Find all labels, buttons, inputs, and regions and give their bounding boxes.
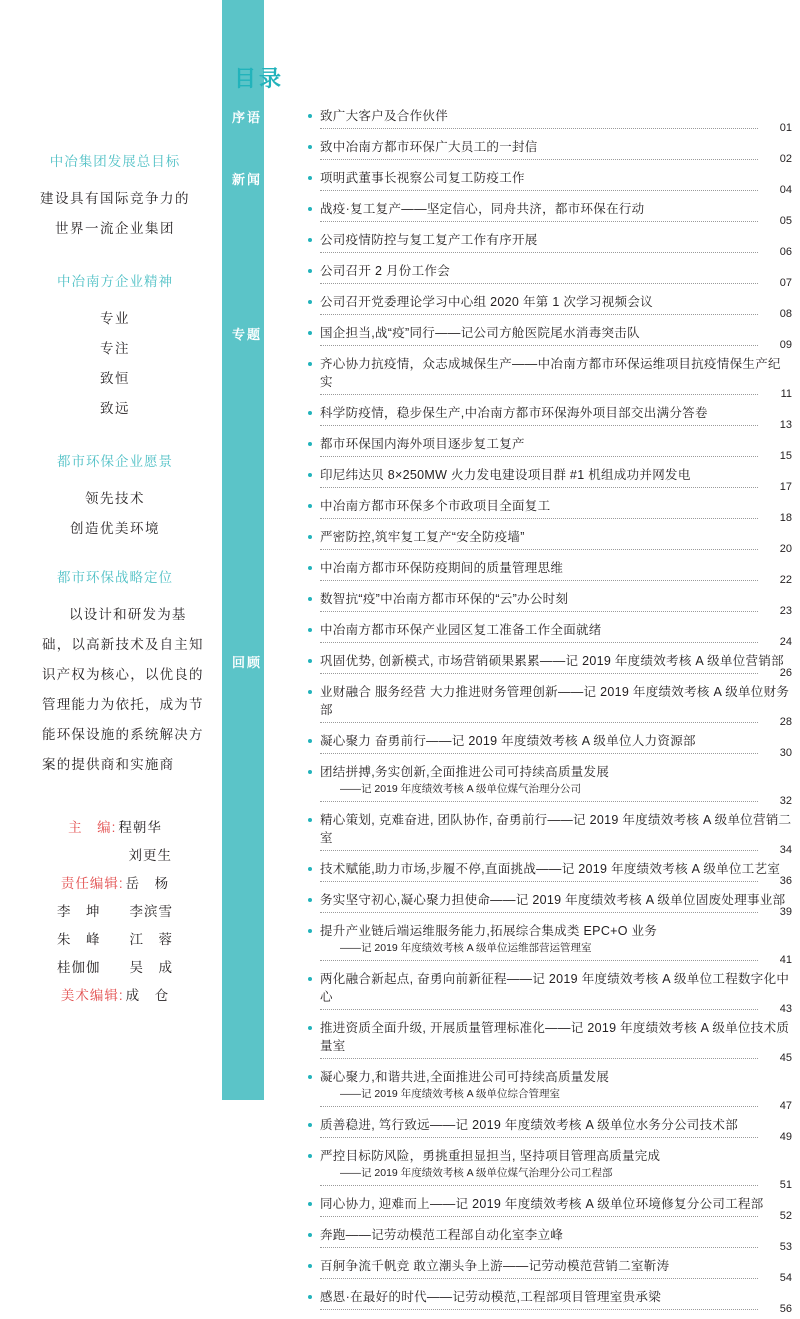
- toc-section-heading: 回顾: [232, 655, 263, 670]
- toc-page-number: 02: [779, 153, 792, 165]
- toc-entry[interactable]: [306, 355, 792, 402]
- bullet-dot-icon: [308, 442, 312, 446]
- leader-dots: [320, 642, 758, 643]
- toc-leader: [320, 1305, 792, 1317]
- vision-line: 创造优美环境: [70, 521, 160, 536]
- leader-dots: [320, 159, 758, 160]
- leader-dots: [320, 960, 758, 961]
- toc-entry[interactable]: [306, 1019, 792, 1066]
- bullet-dot-icon: [308, 1075, 312, 1079]
- toc-entry[interactable]: [306, 590, 792, 619]
- toc-entry-title: 两化融合新起点, 奋勇向前新征程——记 2019 年度绩效考核 A 级单位工程数字化中心: [320, 972, 790, 1004]
- toc-entry-title: 严密防控,筑牢复工复产“安全防疫墙”: [320, 530, 525, 544]
- bullet-dot-icon: [308, 504, 312, 508]
- credit-value: 李 坤 李滨雪: [57, 904, 173, 919]
- toc-leader: [320, 421, 792, 433]
- toc-entry-title: 致广大客户及合作伙伴: [320, 109, 449, 123]
- toc-leader: [320, 846, 792, 858]
- toc-section: [232, 169, 792, 322]
- toc-page-number: 15: [779, 450, 792, 462]
- toc-entry[interactable]: [306, 528, 792, 557]
- leader-dots: [320, 283, 758, 284]
- bullet-dot-icon: [308, 818, 312, 822]
- toc-page-number: 18: [779, 512, 792, 524]
- toc-entry[interactable]: [306, 1288, 792, 1317]
- toc-leader: [320, 186, 792, 198]
- leader-dots: [320, 252, 758, 253]
- toc-leader: [320, 545, 792, 557]
- bullet-dot-icon: [308, 690, 312, 694]
- toc-sections: [232, 107, 792, 1317]
- toc-entry[interactable]: [306, 860, 792, 889]
- toc-entry-title: 公司疫情防控与复工复产工作有序开展: [320, 233, 538, 247]
- leader-dots: [320, 221, 758, 222]
- toc-section-heading: 新闻: [232, 172, 263, 187]
- toc-leader: [320, 310, 792, 322]
- toc-entry-title: 业财融合 服务经营 大力推进财务管理创新——记 2019 年度绩效考核 A 级单位财务部: [320, 685, 790, 717]
- credit-value: 桂伽伽 吴 成: [57, 960, 173, 975]
- credit-value: 成 仓: [125, 988, 170, 1003]
- bullet-dot-icon: [308, 566, 312, 570]
- leader-dots: [320, 912, 758, 913]
- toc-page-number: 17: [779, 481, 792, 493]
- mission-block: [24, 150, 206, 244]
- credit-row: [24, 814, 206, 842]
- toc-entry-title: 推进资质全面升级, 开展质量管理标准化——记 2019 年度绩效考核 A 级单位技术质量室: [320, 1021, 790, 1053]
- toc-page-number: 06: [779, 246, 792, 258]
- toc-section-entries: [306, 107, 792, 167]
- toc-entry[interactable]: [306, 231, 792, 260]
- toc-page-number: 43: [779, 1003, 792, 1015]
- toc-entry[interactable]: [306, 621, 792, 650]
- toc-leader: [320, 638, 792, 650]
- toc-entry-title: 中冶南方都市环保防疫期间的质量管理思维: [320, 561, 564, 575]
- toc-entry[interactable]: [306, 1257, 792, 1286]
- toc-entry-title: 数智抗“疫”中冶南方都市环保的“云”办公时刻: [320, 592, 569, 606]
- toc-leader: [320, 1054, 792, 1066]
- toc-entry-title: 中冶南方都市环保产业园区复工准备工作全面就绪: [320, 623, 602, 637]
- toc-page-number: 01: [779, 122, 792, 134]
- toc-section-heading: 人物: [232, 1229, 263, 1244]
- toc-entry[interactable]: [306, 107, 792, 136]
- leader-dots: [320, 1009, 758, 1010]
- toc-entry-title: 齐心协力抗疫情，众志成城保生产——中冶南方都市环保运维项目抗疫情保生产纪实: [320, 357, 781, 389]
- toc-entry-title: 都市环保国内海外项目逐步复工复产: [320, 437, 525, 451]
- toc-leader: [320, 155, 792, 167]
- toc-page-number: 09: [779, 339, 792, 351]
- leader-dots: [320, 425, 758, 426]
- leader-dots: [320, 518, 758, 519]
- credit-value: 朱 峰 江 蓉: [57, 932, 173, 947]
- toc-entry[interactable]: [306, 1226, 792, 1255]
- leader-dots: [320, 1309, 758, 1310]
- toc-page-number: 47: [779, 1100, 792, 1112]
- toc-entry[interactable]: [306, 763, 792, 809]
- toc-entry[interactable]: [306, 891, 792, 920]
- toc-entry-title: 百舸争流千帆竞 敢立潮头争上游——记劳动模范营销二室靳涛: [320, 1259, 670, 1273]
- toc-section-entries: [306, 652, 792, 1224]
- bullet-dot-icon: [308, 1202, 312, 1206]
- toc-page-number: 13: [779, 419, 792, 431]
- mission-heading: 中冶集团发展总目标: [49, 154, 181, 169]
- toc-leader: [320, 514, 792, 526]
- toc-entry[interactable]: [306, 466, 792, 495]
- toc-entry-title: 印尼纬达贝 8×250MW 火力发电建设项目群 #1 机组成功并网发电: [320, 468, 691, 482]
- bullet-dot-icon: [308, 1123, 312, 1127]
- leader-dots: [320, 456, 758, 457]
- leader-dots: [320, 1106, 758, 1107]
- toc-entry-title: 质善稳进, 笃行致远——记 2019 年度绩效考核 A 级单位水务分公司技术部: [320, 1118, 738, 1132]
- leader-dots: [320, 1185, 758, 1186]
- bullet-dot-icon: [308, 977, 312, 981]
- toc-page-number: 56: [779, 1303, 792, 1315]
- bullet-dot-icon: [308, 597, 312, 601]
- toc-page-number: 28: [779, 716, 792, 728]
- leader-dots: [320, 1137, 758, 1138]
- toc-entry-title: 战疫·复工复产——坚定信心，同舟共济，都市环保在行动: [320, 202, 645, 216]
- bullet-dot-icon: [308, 1154, 312, 1158]
- toc-page-number: 11: [780, 388, 792, 400]
- mission-line: 世界一流企业集团: [55, 221, 175, 236]
- toc-leader: [320, 1181, 792, 1193]
- toc-entry[interactable]: [306, 324, 792, 353]
- table-of-contents: [232, 62, 792, 1319]
- toc-entry[interactable]: [306, 970, 792, 1017]
- toc-entry-title: 公司召开党委理论学习中心组 2020 年第 1 次学习视频会议: [320, 295, 653, 309]
- bullet-dot-icon: [308, 739, 312, 743]
- toc-entry-title: 精心策划, 克难奋进, 团队协作, 奋勇前行——记 2019 年度绩效考核 A 级单位营销二室: [320, 813, 792, 845]
- credit-row: [24, 842, 206, 870]
- toc-page-number: 32: [779, 795, 792, 807]
- toc-entry[interactable]: [306, 811, 792, 858]
- toc-leader: [320, 483, 792, 495]
- toc-page-number: 54: [779, 1272, 792, 1284]
- toc-entry-title: 凝心聚力 奋勇前行——记 2019 年度绩效考核 A 级单位人力资源部: [320, 734, 696, 748]
- toc-entry[interactable]: [306, 1068, 792, 1114]
- leader-dots: [320, 611, 758, 612]
- toc-leader: [320, 217, 792, 229]
- toc-leader: [320, 718, 792, 730]
- bullet-dot-icon: [308, 145, 312, 149]
- toc-page-number: 26: [779, 667, 792, 679]
- toc-page-number: 51: [779, 1179, 792, 1191]
- toc-entry-title: 团结拼搏,务实创新,全面推进公司可持续高质量发展: [320, 765, 610, 779]
- credit-value: 岳 杨: [125, 876, 170, 891]
- bullet-dot-icon: [308, 659, 312, 663]
- toc-section-entries: [306, 1226, 792, 1317]
- toc-page-number: 05: [779, 215, 792, 227]
- toc-leader: [320, 248, 792, 260]
- spirit-line: 致恒: [100, 371, 130, 386]
- credit-label: 美术编辑:: [60, 988, 124, 1003]
- toc-entry-subtitle: ——记 2019 年度绩效考核 A 级单位综合管理室: [340, 1088, 560, 1100]
- bullet-dot-icon: [308, 300, 312, 304]
- toc-page-number: 08: [779, 308, 792, 320]
- toc-page-number: 04: [779, 184, 792, 196]
- spirit-line: 致远: [100, 401, 130, 416]
- leader-dots: [320, 722, 758, 723]
- toc-leader: [320, 749, 792, 761]
- leader-dots: [320, 190, 758, 191]
- toc-page-number: 22: [779, 574, 792, 586]
- toc-page-number: 53: [779, 1241, 792, 1253]
- toc-leader: [320, 607, 792, 619]
- toc-entry-title: 技术赋能,助力市场,步履不停,直面挑战——记 2019 年度绩效考核 A 级单位工艺室: [320, 862, 781, 876]
- credit-row: [24, 982, 206, 1010]
- toc-leader: [320, 877, 792, 889]
- leader-dots: [320, 580, 758, 581]
- credit-row: [24, 870, 206, 898]
- bullet-dot-icon: [308, 929, 312, 933]
- spirit-line: 专业: [100, 311, 130, 326]
- leader-dots: [320, 1278, 758, 1279]
- leader-dots: [320, 394, 758, 395]
- toc-section: [232, 1226, 792, 1317]
- bullet-dot-icon: [308, 411, 312, 415]
- bullet-dot-icon: [308, 535, 312, 539]
- toc-entry-title: 务实坚守初心,凝心聚力担使命——记 2019 年度绩效考核 A 级单位固废处理事业部: [320, 893, 786, 907]
- bullet-dot-icon: [308, 770, 312, 774]
- toc-leader: [320, 797, 792, 809]
- toc-leader: [320, 390, 792, 402]
- toc-entry-title: 感恩·在最好的时代——记劳动模范,工程部项目管理室贵承梁: [320, 1290, 662, 1304]
- toc-entry[interactable]: [306, 169, 792, 198]
- spirit-heading: 中冶南方企业精神: [57, 274, 173, 289]
- mission-line: 建设具有国际竞争力的: [40, 191, 190, 206]
- toc-entry-title: 国企担当,战“疫”同行——记公司方舱医院尾水消毒突击队: [320, 326, 640, 340]
- toc-section-entries: [306, 169, 792, 322]
- bullet-dot-icon: [308, 269, 312, 273]
- toc-leader: [320, 956, 792, 968]
- toc-entry[interactable]: [306, 922, 792, 968]
- toc-section-heading: 专题: [232, 327, 263, 342]
- toc-page-number: 34: [779, 844, 792, 856]
- spirit-line: 专注: [100, 341, 130, 356]
- toc-entry[interactable]: [306, 1147, 792, 1193]
- leader-dots: [320, 128, 758, 129]
- strategy-block: [24, 566, 206, 780]
- toc-leader: [320, 124, 792, 136]
- credit-value: 程朝华: [118, 820, 162, 835]
- leader-dots: [320, 345, 758, 346]
- bullet-dot-icon: [308, 1233, 312, 1237]
- credit-label: 主 编:: [68, 820, 117, 835]
- toc-leader: [320, 1243, 792, 1255]
- leader-dots: [320, 881, 758, 882]
- toc-leader: [320, 1005, 792, 1017]
- vision-line: 领先技术: [85, 491, 145, 506]
- toc-page-number: 07: [779, 277, 792, 289]
- toc-leader: [320, 576, 792, 588]
- bullet-dot-icon: [308, 362, 312, 366]
- toc-entry-subtitle: ——记 2019 年度绩效考核 A 级单位运维部营运管理室: [340, 942, 592, 954]
- spirit-block: [24, 270, 206, 424]
- toc-entry[interactable]: [306, 138, 792, 167]
- toc-leader: [320, 341, 792, 353]
- credit-value: 刘更生: [128, 848, 172, 863]
- toc-leader: [320, 1274, 792, 1286]
- toc-leader: [320, 669, 792, 681]
- vision-heading: 都市环保企业愿景: [57, 454, 173, 469]
- toc-page-number: 45: [779, 1052, 792, 1064]
- toc-entry-title: 同心协力, 迎难而上——记 2019 年度绩效考核 A 级单位环境修复分公司工程部: [320, 1197, 764, 1211]
- toc-entry-title: 巩固优势, 创新模式, 市场营销硕果累累——记 2019 年度绩效考核 A 级单位营销部: [320, 654, 784, 668]
- toc-entry[interactable]: [306, 1195, 792, 1224]
- toc-leader: [320, 279, 792, 291]
- bullet-dot-icon: [308, 114, 312, 118]
- toc-section: [232, 652, 792, 1224]
- toc-page-number: 23: [779, 605, 792, 617]
- leader-dots: [320, 549, 758, 550]
- toc-section: [232, 107, 792, 167]
- toc-leader: [320, 908, 792, 920]
- bullet-dot-icon: [308, 898, 312, 902]
- toc-entry[interactable]: [306, 559, 792, 588]
- toc-leader: [320, 1212, 792, 1224]
- toc-entry-title: 中冶南方都市环保多个市政项目全面复工: [320, 499, 551, 513]
- leader-dots: [320, 314, 758, 315]
- toc-leader: [320, 1133, 792, 1145]
- leader-dots: [320, 1247, 758, 1248]
- leader-dots: [320, 673, 758, 674]
- toc-section: [232, 324, 792, 650]
- leader-dots: [320, 801, 758, 802]
- strategy-heading: 都市环保战略定位: [57, 570, 173, 585]
- toc-section-entries: [306, 324, 792, 650]
- toc-page-number: 30: [779, 747, 792, 759]
- toc-entry-title: 科学防疫情，稳步保生产,中冶南方都市环保海外项目部交出满分答卷: [320, 406, 708, 420]
- toc-entry-title: 公司召开 2 月份工作会: [320, 264, 450, 278]
- toc-page-number: 20: [779, 543, 792, 555]
- bullet-dot-icon: [308, 207, 312, 211]
- toc-page-number: 24: [779, 636, 792, 648]
- bullet-dot-icon: [308, 1295, 312, 1299]
- leader-dots: [320, 1058, 758, 1059]
- toc-entry[interactable]: [306, 435, 792, 464]
- bullet-dot-icon: [308, 628, 312, 632]
- bullet-dot-icon: [308, 331, 312, 335]
- toc-entry[interactable]: [306, 497, 792, 526]
- toc-page-number: 41: [779, 954, 792, 966]
- toc-entry-title: 奔跑——记劳动模范工程部自动化室李立峰: [320, 1228, 564, 1242]
- toc-entry-title: 致中冶南方都市环保广大员工的一封信: [320, 140, 538, 154]
- credit-label: 责任编辑:: [60, 876, 124, 891]
- toc-page-number: 36: [779, 875, 792, 887]
- credit-row: [24, 926, 206, 954]
- leader-dots: [320, 487, 758, 488]
- toc-page-number: 39: [779, 906, 792, 918]
- bullet-dot-icon: [308, 238, 312, 242]
- toc-title: 目录: [234, 66, 285, 91]
- strategy-text: 以设计和研发为基础，以高新技术及自主知识产权为核心，以优良的管理能力为依托，成为节能环保设施的系统解决方案的提供商和实施商: [42, 607, 204, 772]
- toc-leader: [320, 452, 792, 464]
- toc-entry[interactable]: [306, 732, 792, 761]
- toc-entry-title: 项明武董事长视察公司复工防疫工作: [320, 171, 525, 185]
- bullet-dot-icon: [308, 176, 312, 180]
- leader-dots: [320, 850, 758, 851]
- bullet-dot-icon: [308, 1026, 312, 1030]
- toc-entry-title: 凝心聚力,和谐共进,全面推进公司可持续高质量发展: [320, 1070, 610, 1084]
- leader-dots: [320, 1216, 758, 1217]
- toc-entry[interactable]: [306, 683, 792, 730]
- toc-entry[interactable]: [306, 652, 792, 681]
- toc-entry[interactable]: [306, 262, 792, 291]
- bullet-dot-icon: [308, 867, 312, 871]
- strategy-paragraph: [24, 600, 206, 780]
- bullet-dot-icon: [308, 473, 312, 477]
- toc-leader: [320, 1102, 792, 1114]
- toc-entry[interactable]: [306, 293, 792, 322]
- bullet-dot-icon: [308, 1264, 312, 1268]
- leader-dots: [320, 753, 758, 754]
- toc-page-number: 49: [779, 1131, 792, 1143]
- toc-entry[interactable]: [306, 200, 792, 229]
- toc-entry[interactable]: [306, 1116, 792, 1145]
- toc-entry-subtitle: ——记 2019 年度绩效考核 A 级单位煤气治理分公司: [340, 783, 581, 795]
- credit-row: [24, 898, 206, 926]
- cover-left-column: [0, 0, 222, 1100]
- credits-block: [24, 814, 206, 1010]
- toc-entry-title: 严控目标防风险，勇挑重担显担当, 坚持项目管理高质量完成: [320, 1149, 661, 1163]
- toc-entry[interactable]: [306, 404, 792, 433]
- credit-row: [24, 954, 206, 982]
- toc-page-number: 52: [779, 1210, 792, 1222]
- toc-entry-title: 提升产业链后端运维服务能力,拓展综合集成类 EPC+O 业务: [320, 924, 658, 938]
- toc-entry-subtitle: ——记 2019 年度绩效考核 A 级单位煤气治理分公司工程部: [340, 1167, 613, 1179]
- toc-section-heading: 序语: [232, 110, 263, 125]
- vision-block: [24, 450, 206, 544]
